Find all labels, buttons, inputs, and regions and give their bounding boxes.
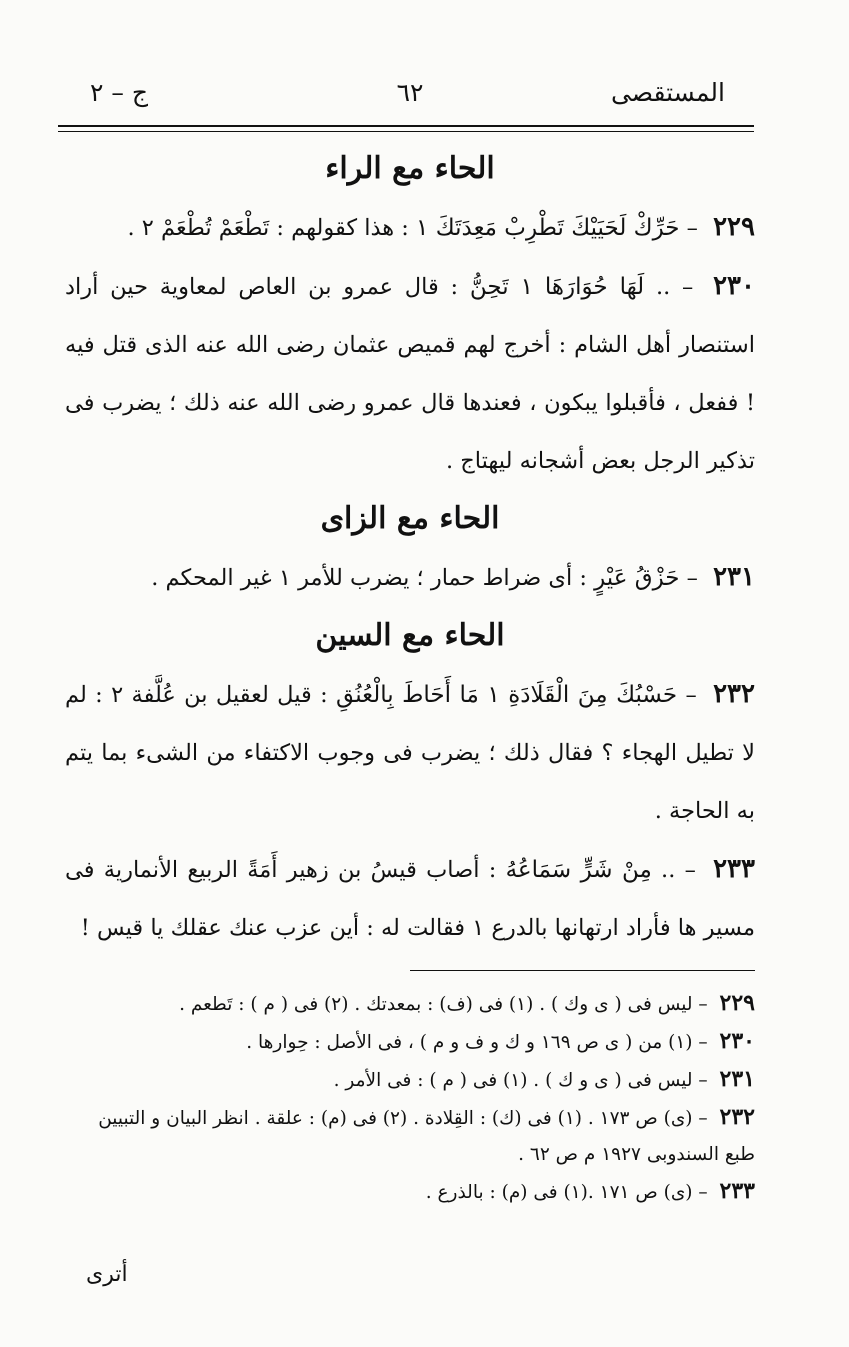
entry-number: ٢٢٩ [713,212,755,242]
footnote [65,1023,755,1061]
book-title: المستقصى [610,78,725,107]
entry-commentary: : قيل لعقيل بن عُلَّفة ٢ : لم لا تطيل الهجاء ؟ فقال ذلك ؛ يضرب فى وجوب الاكتفاء من الشىء بما يتم به الحاجة . [65,682,755,824]
header-rule-thin [58,131,754,132]
entry-number: ٢٣٠ [713,271,755,301]
footnote-text: – ليس فى ( ى وك ) . (١) فى (ف) : بمعدتك . (٢) فى ( م ) : تَطعم . [179,994,708,1015]
entry-commentary: : هذا كقولهم : تَطْعَمْ تُطْعَمْ ٢ . [127,215,409,241]
footnote-rule [410,970,755,971]
footnote-text: – ليس فى ( ى و ك ) . (١) فى ( م ) : فى الأمر . [333,1070,708,1091]
footnote-text: – (ى) ص ١٧١ .(١) فى (م) : بالذرع . [425,1182,708,1203]
entry-number: ٢٣٣ [713,854,755,884]
footnote [65,1173,755,1211]
proverb-entry: ٢٣١ – حَزْقُ عَيْرٍ : أى ضراط حمار ؛ يضرب للأمر ١ غير المحكم . [151,562,755,592]
section-title: الحاء مع السين [315,618,505,653]
proverb-entry: ٢٣٠ – .. لَهَا حُوَارَهَا ١ تَحِنُّ : قال عمرو بن العاص لمعاوية حين أراد استنصار أهل الشام : أخرج لهم قميص عثمان رضى الله عنه الذى قتل فيه ! ففعل ، فأقبلوا يبكون ، فعندها قال عمرو رضى الله عنه ذلك ؛ يضرب فى تذكير الرجل بعض أشجانه ليهتاج . [65,271,755,474]
footnote-number: ٢٣٣ [719,1178,755,1204]
entry-commentary: : أصاب قيسُ بن زهير أَمَةً الربيع الأنمارية فى مسير ها فأراد ارتهانها بالدرع ١ فقالت له : أين عزب عنك عقلك يا قيس ! [65,857,755,941]
header-rule-thick [58,125,754,127]
footnote-number: ٢٣١ [719,1066,755,1092]
section-title: الحاء مع الزاى [320,501,500,536]
section-title: الحاء مع الراء [325,151,495,186]
entry-number: ٢٣١ [713,562,755,592]
footnote-text: – (ى) ص ١٧٣ . (١) فى (ك) : القِلادة . (٢) فى (م) : علقة . انظر البيان و التبيين طبع السندوبى ١٩٢٧ م ص ٦٢ . [98,1108,755,1165]
entry-commentary: : قال عمرو بن العاص لمعاوية حين أراد استنصار أهل الشام : أخرج لهم قميص عثمان رضى الله عنه الذى قتل فيه ! ففعل ، فأقبلوا يبكون ، فعندها قال عمرو رضى الله عنه ذلك ؛ يضرب فى تذكير الرجل بعض أشجانه ليهتاج . [65,274,755,474]
proverb-text: مِنْ شَرٍّ سَمَاعُهُ [505,857,652,883]
main-text [65,140,755,957]
entry-number: ٢٣٢ [713,679,755,709]
proverb-entry: ٢٢٩ – حَرِّكْ لَحَيَيْكَ تَطْرِبْ مَعِدَتَكَ ١ : هذا كقولهم : تَطْعَمْ تُطْعَمْ ٢ . [127,212,755,242]
proverb-entry: ٢٣٢ – حَسْبُكَ مِنَ الْقَلَادَةِ ١ مَا أَحَاطَ بِالْعُنُقِ : قيل لعقيل بن عُلَّفة ٢ : لم لا تطيل الهجاء ؟ فقال ذلك ؛ يضرب فى وجوب الاكتفاء من الشىء بما يتم به الحاجة . [65,679,755,824]
footnote-number: ٢٢٩ [719,990,755,1016]
page-number: ٦٢ [396,78,424,107]
proverb-text: حَسْبُكَ مِنَ الْقَلَادَةِ ١ مَا أَحَاطَ بِالْعُنُقِ [336,682,678,708]
footnote-text: – (١) من ( ى ص ١٦٩ و ك و ف و م ) ، فى الأصل : حِوارها . [246,1032,708,1053]
footnote-number: ٢٣٢ [719,1104,755,1130]
volume-label: ج – ٢ [90,78,148,107]
footnote [65,1061,755,1099]
footnote [65,985,755,1023]
running-header [60,78,755,118]
catchword: أترى [86,1262,128,1287]
proverb-text: حَرِّكْ لَحَيَيْكَ تَطْرِبْ مَعِدَتَكَ ١ [416,215,680,241]
entry-commentary: : أى ضراط حمار ؛ يضرب للأمر ١ غير المحكم . [151,565,587,591]
proverb-text: لَهَا حُوَارَهَا ١ تَحِنُّ [469,274,645,300]
footnotes [65,985,755,1211]
footnote [65,1099,755,1173]
proverb-text: حَزْقُ عَيْرٍ [594,565,680,591]
footnote-number: ٢٣٠ [719,1028,755,1054]
proverb-entry: ٢٣٣ – .. مِنْ شَرٍّ سَمَاعُهُ : أصاب قيسُ بن زهير أَمَةً الربيع الأنمارية فى مسير ها فأراد ارتهانها بالدرع ١ فقالت له : أين عزب عنك عقلك يا قيس ! [65,854,755,941]
